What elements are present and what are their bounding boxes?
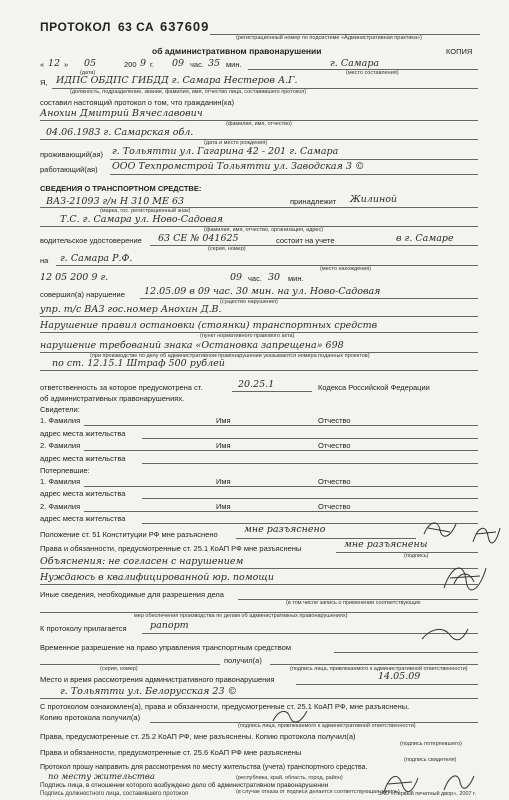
vehicle-section-title: СВЕДЕНИЯ О ТРАНСПОРТНОМ СРЕДСТВЕ: bbox=[40, 184, 202, 193]
registered-city: в г. Самаре bbox=[396, 233, 454, 244]
constitution-hand: мне разъяснено bbox=[244, 524, 326, 535]
date-minute: 35 bbox=[208, 58, 221, 69]
offense-line-4: нарушение требований знака «Остановка запрещена» 698 bbox=[40, 340, 344, 351]
vehicle-owner: Жилиной bbox=[350, 194, 398, 205]
explanation-line-2: Нуждаюсь в квалифицированной юр. помощи bbox=[40, 572, 274, 583]
offense-line-5: по ст. 12.15.1 Штраф 500 рублей bbox=[52, 358, 225, 369]
copy-label: КОПИЯ bbox=[446, 47, 473, 56]
compile-place: г. Самара bbox=[330, 58, 380, 69]
protocol-page: ПРОТОКОЛ 63 СА 637609 (регистрационный номер по подсистеме «Административная практика») об административном правонарушении КОПИЯ « 12 » 05 200 9 г. 09 час. 35 мин. г. Самара (дата) (место составления) Я, ИДПС ОБДПС ГИБДД г. Самара Нестеров А.Г. (должность, подразделение, звание, фамилия, имя, отчество лица, составившего протокол) составил настоящий протокол о том, что гражданин(ка) Анохин Дмитрий Вячеславович (фамилия, имя, отчество) 04.06.1983 г. Самарская обл. (дата и место рождения) проживающий(ая) г. Тольятти ул. Гагарина 42 - 201 г. Самара работающий(ая) ООО Техпромстрой Тольятти ул. Заводская 3 © СВЕДЕНИЯ О ТРАНСПОРТНОМ СРЕДСТВЕ: ВАЗ-21093 г/н Н 310 МЕ 63 принадлежит Жилиной (марка, гос. регистрационный знак) Т.С. г. Самара ул. Ново-Садовая (фамилия, имя, отчество, организация, адрес) водительское удостоверение 63 СЕ № 041625 состоит на учете в г. Самаре (серия, номер) на г. Самара Р.Ф. (место нахождения) 12 05 200 9 г. 09 час. 30 мин. совершил(а) нарушение 12.05.09 в 09 час. 30 мин. на ул. Ново-Садовая (существо нарушения) упр. т/с ВАЗ гос.номер Анохин Д.В. Нарушение правил остановки (стоянки) транспортных средств (пункт нормативного правового акта) нарушение требований знака «Остановка запрещена» 698 (при производстве по делу об административном правонарушении указываются номера поданных проектов) по ст. 12.15.1 Штраф 500 рублей ответственность за которое предусмотрена ст. 20.25.1 Кодекса Российской Федерации об административных правонарушениях. Свидетели: 1. Фамилия Имя Отчество адрес места жительства 2. Фамилия Имя Отчество адрес места жительства Потерпевшие: 1. Фамилия Имя Отчество адрес места жительства 2. Фамилия Имя Отчество адрес места жительства Положение ст. 51 Конституции РФ мне разъяснено мне разъяснено Права и обязанности, предусмотренные ст. 25.1 КоАП РФ мне разъяснены мне разъяснены (подпись) Объяснения: не согласен с нарушением Нуждаюсь в квалифицированной юр. помощи Иные сведения, необходимые для разрешения дела (в том числе запись о применении соответствующих мер обеспечения производства по делам об административных правонарушениях) К протоколу прилагается рапорт Временное разрешение на право управления транспортным средством получил(а) (серия, номер) (подпись лица, привлекаемого к административной ответственности) Место и время рассмотрения административного правонарушения 14.05.09 г. Тольятти ул. Белорусская 23 © С протоколом ознакомлен(а), права и обязанности, предусмотренные ст. 25.1 КоАП РФ, мне разъяснены. Копию протокола получил(а) (подпись лица, привлекаемого к административной ответственности) Права, предусмотренные ст. 25.2 КоАП РФ, мне разъяснены. Копию протокола получил(а) (подпись потерпевшего) Права и обязанности, предусмотренные ст. 25.6 КоАП РФ мне разъяснены (подпись свидетеля) Протокол прошу направить для рассмотрения по месту жительства (учета) транспортного средства. по месту жительства (республика, край, область, город, район) Подпись лица, в отношении которого возбуждено дело об административном правонарушении (в случае отказа от подписи делается соответствующая запись) Подпись должностного лица, составившего протокол ЗАО «Первый печатный двор», 2007 г. bbox=[0, 0, 509, 800]
offense-line-1: 12.05.09 в 09 час. 30 мин. на ул. Ново-Садовая bbox=[144, 286, 381, 297]
protocol-number: 637609 bbox=[160, 19, 210, 34]
scribble-1 bbox=[420, 625, 470, 643]
signature-5 bbox=[380, 770, 420, 796]
signature-3 bbox=[440, 560, 490, 594]
violator-name: Анохин Дмитрий Вячеславович bbox=[40, 108, 203, 119]
protocol-title: ПРОТОКОЛ bbox=[40, 20, 111, 34]
protocol-subtitle: об административном правонарушении bbox=[152, 46, 322, 56]
printer-note: ЗАО «Первый печатный двор», 2007 г. bbox=[378, 791, 476, 797]
date-year-prefix: 200 bbox=[124, 60, 137, 69]
signature-2 bbox=[470, 522, 502, 548]
signature-6 bbox=[440, 770, 476, 794]
date-hour: 09 bbox=[172, 58, 185, 69]
registry-note: (регистрационный номер по подсистеме «Административная практика») bbox=[236, 35, 422, 41]
violator-birth: 04.06.1983 г. Самарская обл. bbox=[46, 127, 194, 138]
violator-residence: г. Тольятти ул. Гагарина 42 - 201 г. Самара bbox=[112, 146, 339, 157]
protocol-series: 63 СА bbox=[118, 20, 155, 34]
officer-name: ИДПС ОБДПС ГИБДД г. Самара Нестеров А.Г. bbox=[56, 75, 298, 86]
offense-line-3: Нарушение правил остановки (стоянки) транспортных средств bbox=[40, 320, 378, 331]
offense-line-2: упр. т/с ВАЗ гос.номер Анохин Д.В. bbox=[40, 304, 222, 315]
rights-hand: мне разъяснены bbox=[344, 539, 428, 550]
offense-date: 12 05 200 9 г. bbox=[40, 272, 109, 283]
article-number: 20.25.1 bbox=[238, 379, 275, 390]
signature-4 bbox=[270, 706, 310, 726]
date-month: 05 bbox=[84, 58, 97, 69]
signature-1 bbox=[420, 518, 460, 540]
vehicle-model: ВАЗ-21093 г/н Н 310 МЕ 63 bbox=[46, 196, 185, 207]
explanation-line-1: Объяснения: не согласен с нарушением bbox=[40, 556, 244, 567]
region: г. Самара Р.Ф. bbox=[60, 253, 133, 264]
offense-minute: 30 bbox=[268, 272, 281, 283]
offense-hour: 09 bbox=[230, 272, 243, 283]
violator-work: ООО Техпромстрой Тольятти ул. Заводская 3 © bbox=[112, 161, 365, 172]
send-region: по месту жительства bbox=[48, 772, 155, 782]
vehicle-owner-line: Т.С. г. Самара ул. Ново-Садовая bbox=[60, 214, 223, 225]
date-day: 12 bbox=[48, 58, 61, 69]
license-number: 63 СЕ № 041625 bbox=[158, 233, 239, 244]
hearing-date: 14.05.09 bbox=[378, 671, 421, 682]
attachment-value: рапорт bbox=[150, 620, 189, 631]
date-year-suffix: 9 bbox=[140, 58, 147, 69]
hearing-place: г. Тольятти ул. Белорусская 23 © bbox=[60, 686, 238, 697]
